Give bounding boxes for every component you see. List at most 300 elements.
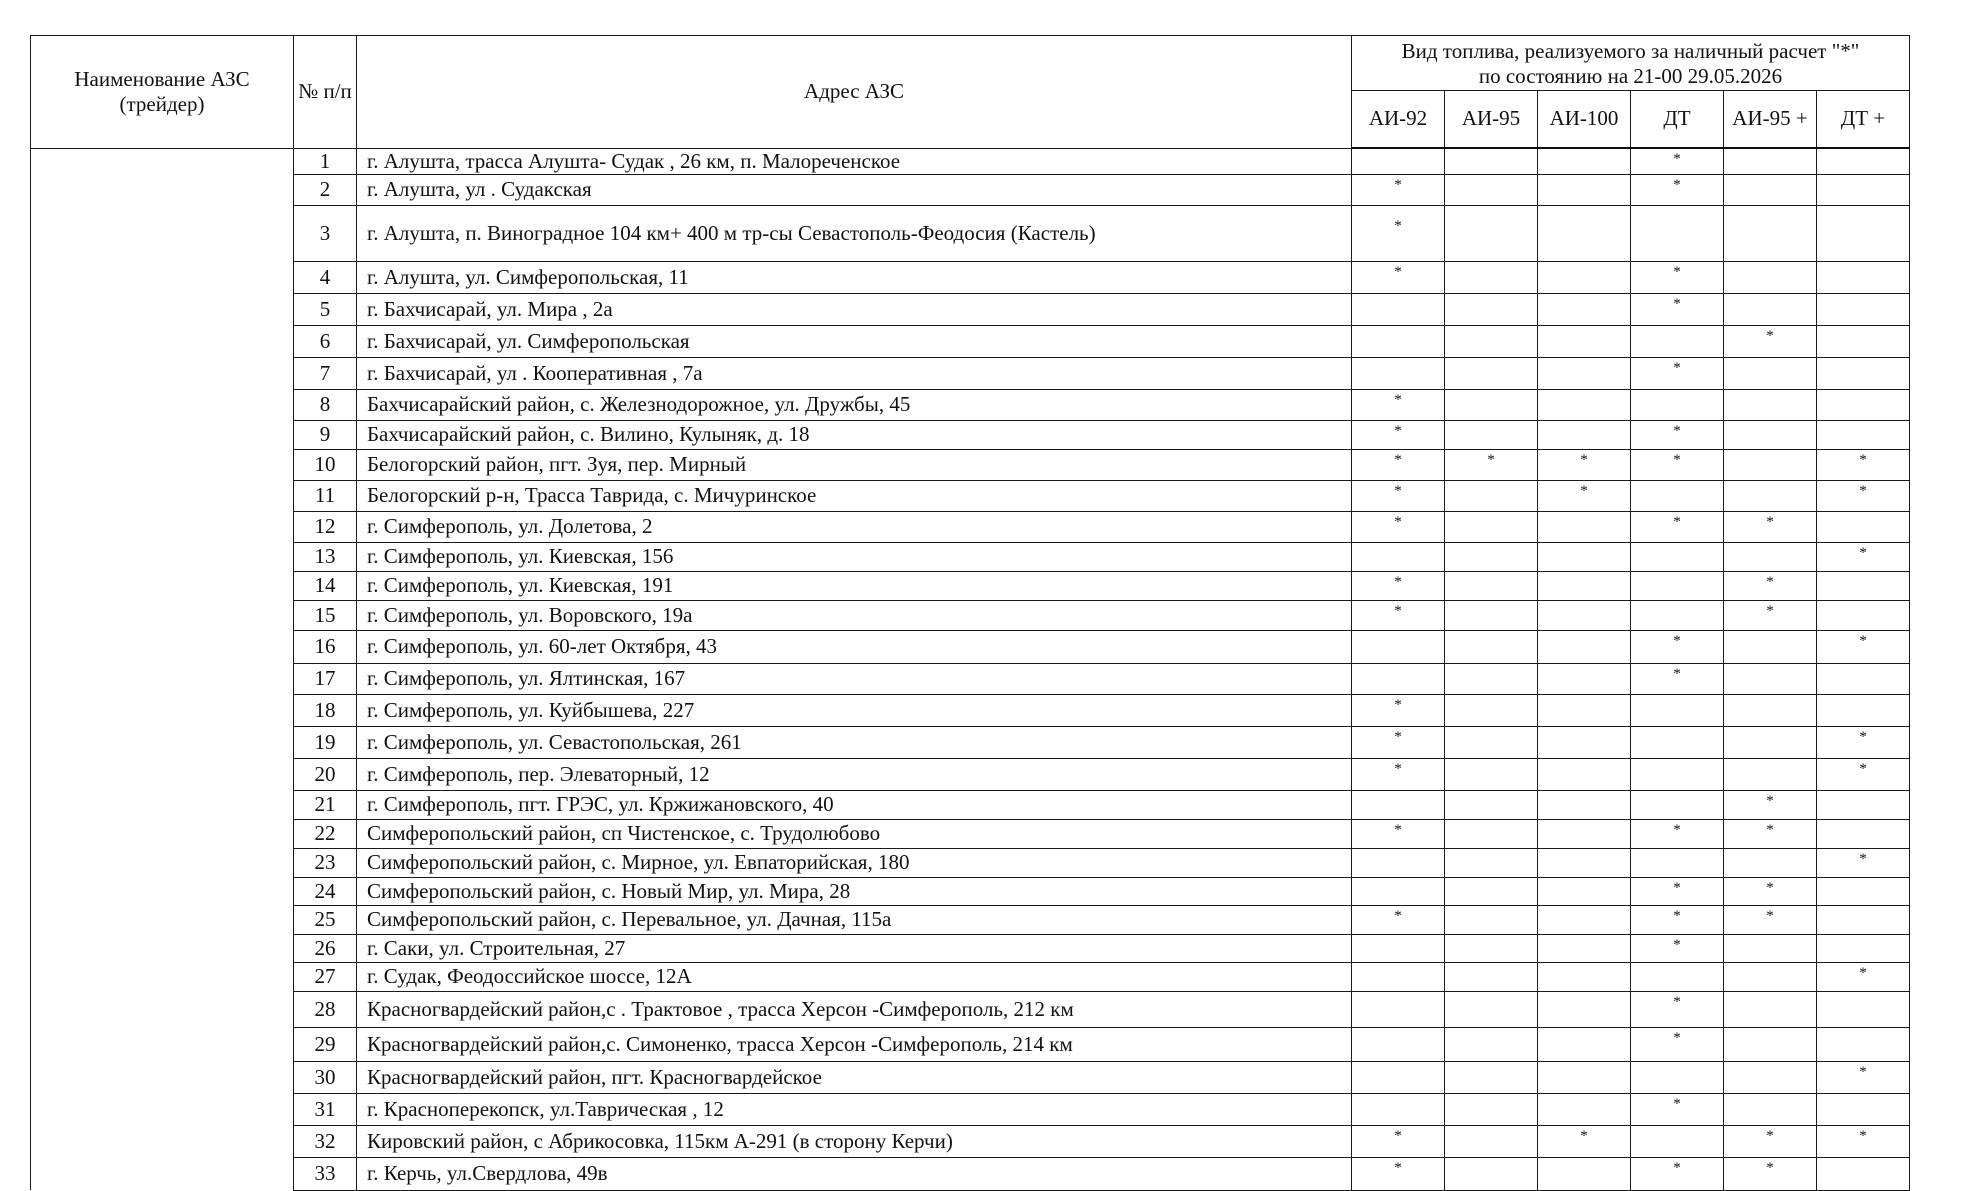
header-fuel-dt-plus: ДТ + [1817, 91, 1910, 149]
fuel-availability-mark [1445, 991, 1538, 1027]
station-address: г. Алушта, ул . Судакская [357, 174, 1352, 205]
fuel-availability-mark [1724, 261, 1817, 293]
fuel-availability-mark [1445, 600, 1538, 630]
fuel-availability-mark: * [1631, 663, 1724, 694]
table-row [31, 1125, 1910, 1157]
fuel-availability-mark [1538, 790, 1631, 819]
table-row [31, 293, 1910, 325]
fuel-availability-mark [1631, 694, 1724, 726]
fuel-availability-mark [1538, 542, 1631, 571]
fuel-availability-mark [1817, 663, 1910, 694]
fuel-availability-mark [1724, 293, 1817, 325]
table-row [31, 571, 1910, 600]
station-address: г. Алушта, п. Виноградное 104 км+ 400 м тр-сы Севастополь-Феодосия (Кастель) [357, 205, 1352, 261]
station-address: г. Симферополь, ул. Ялтинская, 167 [357, 663, 1352, 694]
fuel-availability-mark [1445, 511, 1538, 542]
fuel-availability-mark [1538, 991, 1631, 1027]
fuel-availability-mark [1445, 148, 1538, 174]
fuel-availability-mark [1817, 205, 1910, 261]
table-row [31, 819, 1910, 848]
fuel-availability-mark [1817, 991, 1910, 1027]
fuel-availability-mark [1817, 389, 1910, 420]
fuel-availability-mark [1817, 293, 1910, 325]
table-row [31, 600, 1910, 630]
station-address: г. Керчь, ул.Свердлова, 49в [357, 1157, 1352, 1190]
fuel-availability-mark [1538, 293, 1631, 325]
fuel-availability-mark [1724, 148, 1817, 174]
fuel-availability-table [30, 35, 1910, 1191]
table-body [31, 148, 1910, 1190]
fuel-availability-mark [1445, 357, 1538, 389]
fuel-availability-mark: * [1631, 630, 1724, 663]
fuel-availability-mark [1724, 991, 1817, 1027]
station-address: г. Бахчисарай, ул . Кооперативная , 7а [357, 357, 1352, 389]
fuel-availability-mark: * [1724, 1125, 1817, 1157]
fuel-availability-mark [1538, 934, 1631, 962]
fuel-availability-mark [1352, 1061, 1445, 1093]
fuel-availability-mark [1817, 261, 1910, 293]
fuel-availability-mark [1817, 694, 1910, 726]
fuel-availability-mark [1445, 630, 1538, 663]
table-row [31, 389, 1910, 420]
row-number: 19 [294, 726, 357, 758]
fuel-availability-mark [1538, 571, 1631, 600]
fuel-availability-mark [1817, 571, 1910, 600]
fuel-availability-mark: * [1631, 449, 1724, 480]
fuel-availability-mark: * [1817, 542, 1910, 571]
fuel-availability-mark: * [1817, 1061, 1910, 1093]
fuel-availability-mark [1538, 1027, 1631, 1061]
fuel-availability-mark [1445, 1157, 1538, 1190]
row-number: 16 [294, 630, 357, 663]
row-number: 7 [294, 357, 357, 389]
station-address: Бахчисарайский район, с. Вилино, Кулыняк, д. 18 [357, 420, 1352, 449]
fuel-availability-mark: * [1724, 819, 1817, 848]
row-number: 5 [294, 293, 357, 325]
fuel-availability-mark [1352, 357, 1445, 389]
fuel-availability-mark [1538, 600, 1631, 630]
fuel-availability-mark [1538, 357, 1631, 389]
table-row [31, 174, 1910, 205]
fuel-availability-mark [1538, 848, 1631, 877]
table-row [31, 663, 1910, 694]
trader-name-cell [31, 148, 294, 1190]
fuel-availability-mark: * [1538, 449, 1631, 480]
header-fuel-ai95-plus: АИ-95 + [1724, 91, 1817, 149]
fuel-availability-mark: * [1352, 174, 1445, 205]
fuel-availability-mark: * [1817, 480, 1910, 511]
fuel-availability-mark: * [1352, 261, 1445, 293]
fuel-availability-mark [1724, 174, 1817, 205]
fuel-availability-mark [1817, 148, 1910, 174]
fuel-availability-mark: * [1352, 1157, 1445, 1190]
fuel-availability-mark [1631, 389, 1724, 420]
fuel-availability-mark [1631, 325, 1724, 357]
fuel-availability-mark [1538, 819, 1631, 848]
station-address: Красногвардейский район,с. Симоненко, трасса Херсон -Симферополь, 214 км [357, 1027, 1352, 1061]
table-row [31, 790, 1910, 819]
fuel-availability-mark [1724, 663, 1817, 694]
fuel-availability-mark [1817, 877, 1910, 905]
row-number: 9 [294, 420, 357, 449]
fuel-availability-mark [1817, 325, 1910, 357]
fuel-availability-mark [1631, 480, 1724, 511]
table-row [31, 848, 1910, 877]
fuel-availability-mark [1352, 293, 1445, 325]
station-address: г. Симферополь, ул. Куйбышева, 227 [357, 694, 1352, 726]
fuel-availability-mark [1538, 1061, 1631, 1093]
table-row [31, 449, 1910, 480]
fuel-availability-mark [1538, 325, 1631, 357]
row-number: 2 [294, 174, 357, 205]
row-number: 31 [294, 1093, 357, 1125]
table-row [31, 694, 1910, 726]
fuel-availability-mark [1538, 726, 1631, 758]
table-row [31, 325, 1910, 357]
station-address: Красногвардейский район,с . Трактовое , трасса Херсон -Симферополь, 212 км [357, 991, 1352, 1027]
fuel-availability-mark [1724, 630, 1817, 663]
fuel-availability-mark: * [1631, 905, 1724, 934]
fuel-availability-mark [1538, 694, 1631, 726]
header-number: № п/п [294, 36, 357, 149]
row-number: 15 [294, 600, 357, 630]
station-address: г. Бахчисарай, ул. Мира , 2а [357, 293, 1352, 325]
fuel-availability-mark: * [1631, 1157, 1724, 1190]
fuel-availability-mark [1445, 726, 1538, 758]
fuel-availability-mark [1445, 1027, 1538, 1061]
fuel-availability-mark [1445, 758, 1538, 790]
fuel-availability-mark [1724, 449, 1817, 480]
fuel-availability-mark [1352, 991, 1445, 1027]
fuel-availability-mark: * [1631, 991, 1724, 1027]
fuel-availability-mark: * [1352, 389, 1445, 420]
station-address: г. Судак, Феодоссийское шоссе, 12А [357, 962, 1352, 991]
fuel-availability-mark [1817, 790, 1910, 819]
fuel-availability-mark [1445, 848, 1538, 877]
fuel-availability-mark [1724, 420, 1817, 449]
station-address: Симферопольский район, с. Перевальное, ул. Дачная, 115а [357, 905, 1352, 934]
row-number: 28 [294, 991, 357, 1027]
fuel-availability-mark: * [1631, 357, 1724, 389]
fuel-availability-mark: * [1538, 480, 1631, 511]
fuel-availability-mark: * [1352, 694, 1445, 726]
fuel-availability-mark [1445, 389, 1538, 420]
fuel-availability-mark [1817, 511, 1910, 542]
table-row [31, 1157, 1910, 1190]
fuel-availability-mark [1631, 205, 1724, 261]
fuel-availability-mark [1538, 877, 1631, 905]
fuel-availability-mark: * [1352, 758, 1445, 790]
row-number: 11 [294, 480, 357, 511]
table-row [31, 991, 1910, 1027]
table-row [31, 877, 1910, 905]
fuel-availability-mark [1538, 758, 1631, 790]
row-number: 23 [294, 848, 357, 877]
fuel-availability-mark [1538, 663, 1631, 694]
row-number: 25 [294, 905, 357, 934]
fuel-availability-mark: * [1724, 325, 1817, 357]
fuel-availability-mark: * [1352, 511, 1445, 542]
table-row [31, 420, 1910, 449]
fuel-availability-mark: * [1352, 571, 1445, 600]
fuel-availability-mark [1352, 630, 1445, 663]
fuel-availability-mark [1631, 571, 1724, 600]
fuel-availability-mark: * [1631, 934, 1724, 962]
fuel-availability-mark [1445, 205, 1538, 261]
fuel-availability-mark [1445, 962, 1538, 991]
row-number: 6 [294, 325, 357, 357]
row-number: 8 [294, 389, 357, 420]
fuel-availability-mark [1538, 174, 1631, 205]
table-row [31, 1027, 1910, 1061]
fuel-availability-mark [1724, 542, 1817, 571]
station-address: г. Симферополь, ул. 60-лет Октября, 43 [357, 630, 1352, 663]
row-number: 27 [294, 962, 357, 991]
station-address: г. Бахчисарай, ул. Симферопольская [357, 325, 1352, 357]
fuel-availability-mark: * [1817, 726, 1910, 758]
fuel-availability-mark [1538, 1157, 1631, 1190]
station-address: Белогорский р-н, Трасса Таврида, с. Мичуринское [357, 480, 1352, 511]
station-address: Кировский район, с Абрикосовка, 115км А-291 (в сторону Керчи) [357, 1125, 1352, 1157]
fuel-availability-mark: * [1631, 420, 1724, 449]
fuel-availability-mark [1631, 600, 1724, 630]
fuel-availability-mark [1631, 790, 1724, 819]
table-row [31, 962, 1910, 991]
fuel-availability-mark: * [1724, 600, 1817, 630]
station-address: Симферопольский район, сп Чистенское, с. Трудолюбово [357, 819, 1352, 848]
fuel-availability-mark [1352, 542, 1445, 571]
fuel-availability-mark [1445, 905, 1538, 934]
fuel-availability-mark [1445, 480, 1538, 511]
station-address: Симферопольский район, с. Мирное, ул. Евпаторийская, 180 [357, 848, 1352, 877]
fuel-availability-mark [1538, 630, 1631, 663]
row-number: 24 [294, 877, 357, 905]
header-row-top [31, 36, 1910, 91]
fuel-availability-mark: * [1724, 877, 1817, 905]
fuel-availability-mark [1631, 848, 1724, 877]
fuel-availability-mark: * [1631, 174, 1724, 205]
fuel-availability-mark: * [1538, 1125, 1631, 1157]
fuel-availability-mark [1445, 694, 1538, 726]
row-number: 13 [294, 542, 357, 571]
table-row [31, 357, 1910, 389]
row-number: 17 [294, 663, 357, 694]
table-row [31, 758, 1910, 790]
fuel-availability-mark [1724, 1027, 1817, 1061]
fuel-availability-mark [1445, 819, 1538, 848]
header-fuel-dt: ДТ [1631, 91, 1724, 149]
fuel-availability-mark: * [1352, 1125, 1445, 1157]
fuel-availability-mark: * [1352, 205, 1445, 261]
row-number: 29 [294, 1027, 357, 1061]
fuel-availability-mark [1445, 663, 1538, 694]
fuel-availability-mark [1352, 1027, 1445, 1061]
fuel-availability-mark: * [1352, 420, 1445, 449]
fuel-availability-mark [1352, 148, 1445, 174]
fuel-availability-mark: * [1352, 905, 1445, 934]
fuel-availability-mark [1445, 1061, 1538, 1093]
fuel-availability-mark [1631, 962, 1724, 991]
fuel-availability-mark [1445, 1093, 1538, 1125]
fuel-availability-mark [1724, 694, 1817, 726]
table-row [31, 630, 1910, 663]
fuel-availability-mark: * [1817, 1125, 1910, 1157]
fuel-availability-mark: * [1724, 790, 1817, 819]
fuel-availability-mark [1445, 420, 1538, 449]
header-fuel-group-date: по состоянию на 21-00 29.05.2026 [1478, 64, 1783, 88]
fuel-availability-mark [1817, 905, 1910, 934]
fuel-availability-mark [1817, 1157, 1910, 1190]
station-address: г. Алушта, ул. Симферопольская, 11 [357, 261, 1352, 293]
fuel-availability-mark [1724, 848, 1817, 877]
station-address: г. Симферополь, ул. Воровского, 19а [357, 600, 1352, 630]
row-number: 20 [294, 758, 357, 790]
row-number: 26 [294, 934, 357, 962]
fuel-availability-mark [1352, 663, 1445, 694]
fuel-availability-mark [1631, 1125, 1724, 1157]
fuel-availability-mark [1631, 1061, 1724, 1093]
fuel-availability-mark [1724, 726, 1817, 758]
fuel-availability-mark: * [1352, 819, 1445, 848]
fuel-availability-mark [1445, 790, 1538, 819]
row-number: 30 [294, 1061, 357, 1093]
fuel-availability-mark [1538, 148, 1631, 174]
fuel-availability-mark: * [1352, 726, 1445, 758]
fuel-availability-mark [1631, 542, 1724, 571]
fuel-availability-mark [1352, 962, 1445, 991]
fuel-availability-mark [1538, 1093, 1631, 1125]
fuel-availability-mark [1631, 726, 1724, 758]
fuel-availability-mark [1817, 420, 1910, 449]
station-address: г. Красноперекопск, ул.Таврическая , 12 [357, 1093, 1352, 1125]
fuel-availability-mark: * [1631, 511, 1724, 542]
header-fuel-group-title: Вид топлива, реализуемого за наличный расчет "*" [1401, 38, 1860, 63]
fuel-availability-mark [1724, 758, 1817, 790]
fuel-availability-mark [1538, 261, 1631, 293]
row-number: 21 [294, 790, 357, 819]
fuel-availability-mark [1538, 420, 1631, 449]
fuel-availability-mark [1817, 1093, 1910, 1125]
fuel-availability-mark [1724, 962, 1817, 991]
fuel-availability-mark [1817, 174, 1910, 205]
fuel-availability-mark [1352, 877, 1445, 905]
fuel-availability-mark: * [1631, 1093, 1724, 1125]
header-fuel-group [1352, 36, 1910, 91]
header-trader: Наименование АЗС (трейдер) [31, 36, 294, 149]
fuel-availability-mark [1538, 511, 1631, 542]
station-address: Красногвардейский район, пгт. Красногвардейское [357, 1061, 1352, 1093]
row-number: 18 [294, 694, 357, 726]
row-number: 1 [294, 148, 357, 174]
fuel-availability-mark [1724, 480, 1817, 511]
fuel-availability-mark [1631, 758, 1724, 790]
fuel-availability-mark: * [1445, 449, 1538, 480]
fuel-availability-mark: * [1817, 630, 1910, 663]
fuel-availability-mark [1817, 934, 1910, 962]
table-row [31, 1093, 1910, 1125]
fuel-availability-mark [1724, 389, 1817, 420]
fuel-availability-mark [1538, 205, 1631, 261]
fuel-availability-mark [1445, 877, 1538, 905]
fuel-availability-mark: * [1817, 848, 1910, 877]
fuel-availability-mark [1724, 357, 1817, 389]
table-row [31, 261, 1910, 293]
fuel-availability-mark [1724, 1093, 1817, 1125]
fuel-availability-mark [1445, 293, 1538, 325]
row-number: 12 [294, 511, 357, 542]
fuel-availability-mark: * [1631, 293, 1724, 325]
fuel-availability-mark: * [1631, 261, 1724, 293]
station-address: г. Саки, ул. Строительная, 27 [357, 934, 1352, 962]
fuel-availability-mark [1352, 1093, 1445, 1125]
fuel-availability-mark: * [1817, 962, 1910, 991]
table-row [31, 726, 1910, 758]
fuel-availability-mark [1724, 934, 1817, 962]
fuel-availability-mark [1445, 1125, 1538, 1157]
fuel-availability-mark [1817, 1027, 1910, 1061]
table-row [31, 934, 1910, 962]
fuel-availability-mark [1724, 1061, 1817, 1093]
fuel-availability-mark: * [1724, 511, 1817, 542]
fuel-availability-mark: * [1631, 877, 1724, 905]
station-address: г. Симферополь, ул. Киевская, 156 [357, 542, 1352, 571]
header-address: Адрес АЗС [357, 36, 1352, 149]
fuel-availability-mark: * [1724, 1157, 1817, 1190]
table-row [31, 1061, 1910, 1093]
row-number: 14 [294, 571, 357, 600]
header-fuel-ai92: АИ-92 [1352, 91, 1445, 149]
fuel-availability-mark: * [1631, 1027, 1724, 1061]
table-row [31, 511, 1910, 542]
fuel-availability-mark [1445, 325, 1538, 357]
fuel-availability-mark: * [1724, 905, 1817, 934]
fuel-availability-mark: * [1631, 148, 1724, 174]
fuel-availability-mark [1817, 600, 1910, 630]
fuel-availability-mark [1538, 962, 1631, 991]
fuel-availability-mark: * [1352, 600, 1445, 630]
table-row [31, 542, 1910, 571]
fuel-availability-mark [1445, 571, 1538, 600]
row-number: 32 [294, 1125, 357, 1157]
fuel-availability-mark [1352, 790, 1445, 819]
fuel-availability-mark [1724, 205, 1817, 261]
fuel-availability-mark: * [1352, 449, 1445, 480]
station-address: г. Симферополь, пгт. ГРЭС, ул. Кржижановского, 40 [357, 790, 1352, 819]
table-row [31, 205, 1910, 261]
station-address: Белогорский район, пгт. Зуя, пер. Мирный [357, 449, 1352, 480]
fuel-availability-mark: * [1817, 758, 1910, 790]
fuel-availability-mark: * [1352, 480, 1445, 511]
row-number: 10 [294, 449, 357, 480]
fuel-availability-mark [1352, 325, 1445, 357]
row-number: 22 [294, 819, 357, 848]
fuel-availability-mark [1445, 261, 1538, 293]
table-row [31, 480, 1910, 511]
fuel-availability-mark [1352, 934, 1445, 962]
fuel-availability-mark [1817, 819, 1910, 848]
station-address: Симферопольский район, с. Новый Мир, ул. Мира, 28 [357, 877, 1352, 905]
fuel-availability-mark [1538, 905, 1631, 934]
table-row [31, 905, 1910, 934]
fuel-availability-mark [1817, 357, 1910, 389]
row-number: 4 [294, 261, 357, 293]
fuel-availability-mark [1445, 542, 1538, 571]
station-address: Бахчисарайский район, с. Железнодорожное, ул. Дружбы, 45 [357, 389, 1352, 420]
station-address: г. Алушта, трасса Алушта- Судак , 26 км, п. Малореченское [357, 148, 1352, 174]
fuel-availability-mark: * [1724, 571, 1817, 600]
row-number: 3 [294, 205, 357, 261]
station-address: г. Симферополь, ул. Долетова, 2 [357, 511, 1352, 542]
